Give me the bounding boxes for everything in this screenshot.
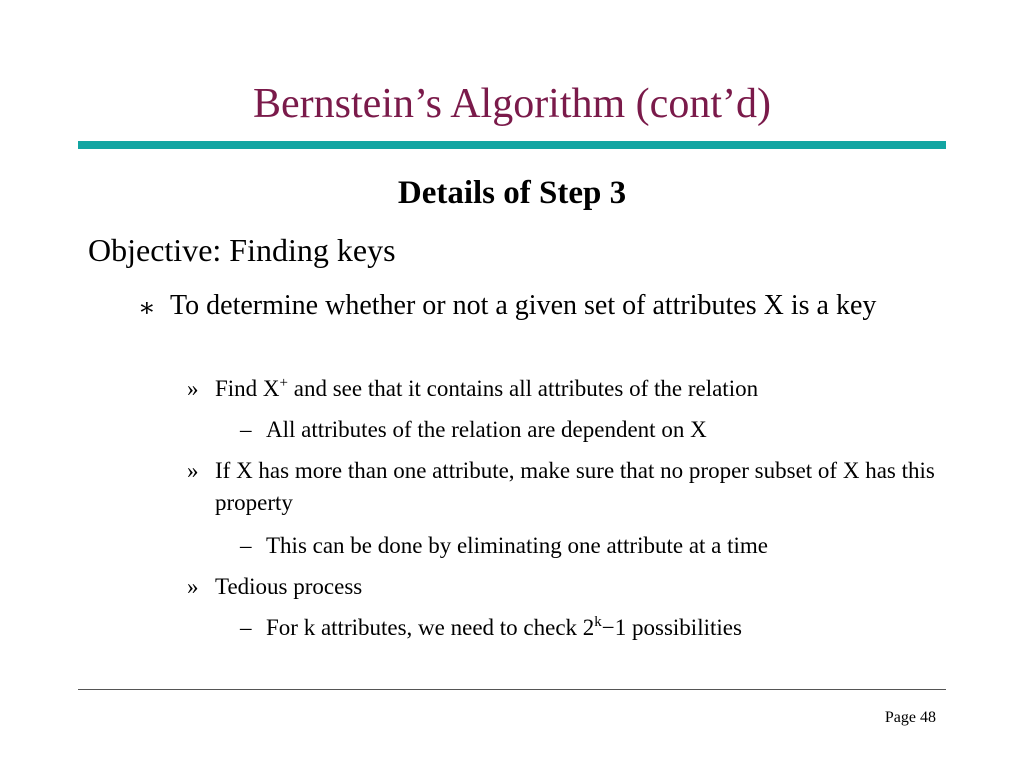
superscript: + xyxy=(279,375,289,391)
bullet-text: To determine whether or not a given set of attributes X is a key xyxy=(170,290,877,321)
objective-heading: Objective: Finding keys xyxy=(88,232,396,268)
superscript: k xyxy=(594,614,602,630)
text-part: For k attributes, we need to check 2 xyxy=(266,615,595,640)
chevron-bullet-icon: » xyxy=(187,458,199,483)
dash-bullet-icon: – xyxy=(240,417,252,442)
sub-sub-bullet-text: All attributes of the relation are dependent on X xyxy=(266,417,707,442)
text-part: −1 possibilities xyxy=(601,615,742,640)
sub-sub-bullet-text: This can be done by eliminating one attribute at a time xyxy=(266,533,769,558)
sub-bullet-text: If X has more than one attribute, make sure that no proper subset of X has this property xyxy=(215,458,935,515)
dash-bullet-icon: – xyxy=(240,533,252,558)
footer-divider xyxy=(78,689,946,690)
sub-bullet-text: Tedious process xyxy=(215,574,363,599)
chevron-bullet-icon: » xyxy=(187,376,199,401)
slide-title: Bernstein’s Algorithm (cont’d) xyxy=(253,81,771,127)
slide-subtitle: Details of Step 3 xyxy=(397,175,627,211)
title-divider xyxy=(78,141,946,149)
page-number: Page 48 xyxy=(884,709,936,726)
sub-sub-bullet-text xyxy=(266,612,946,644)
asterisk-bullet-icon: ∗ xyxy=(138,293,156,322)
dash-bullet-icon: – xyxy=(240,615,252,640)
chevron-bullet-icon: » xyxy=(187,574,199,599)
text-part: and see that it contains all attributes of the relation xyxy=(288,376,759,401)
text-part: Find X xyxy=(215,376,280,401)
sub-bullet-text xyxy=(215,373,935,405)
